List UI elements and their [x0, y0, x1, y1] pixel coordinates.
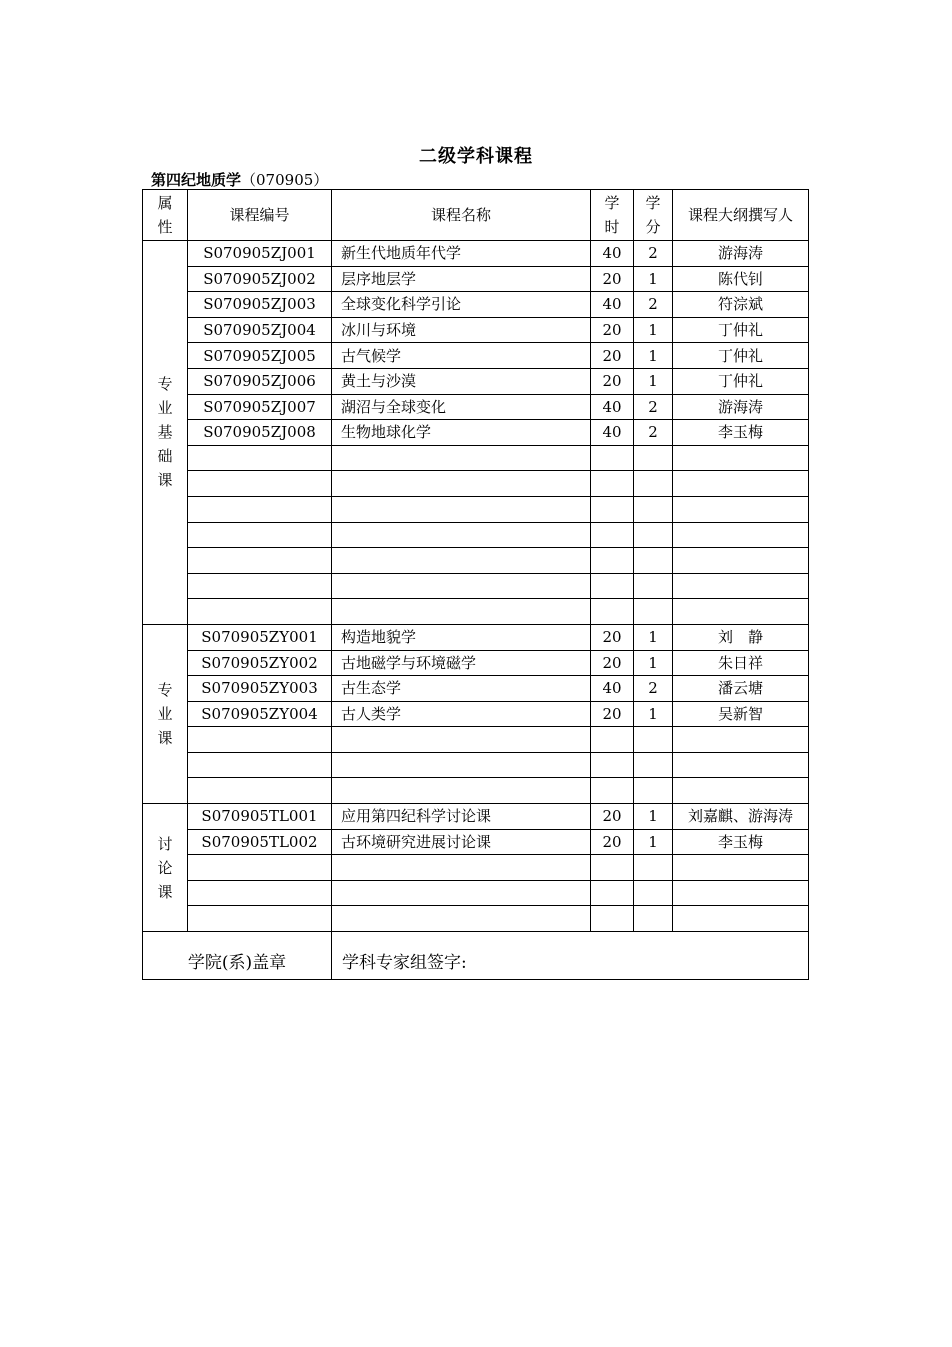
course-code: S070905ZY002 — [188, 650, 332, 676]
table-row — [143, 420, 809, 446]
table-row — [143, 496, 809, 522]
course-code — [188, 548, 332, 574]
course-author: 丁仲礼 — [673, 368, 809, 394]
table-row — [143, 241, 809, 267]
course-hours: 40 — [591, 676, 634, 702]
course-credit: 2 — [634, 394, 673, 420]
course-name: 古人类学 — [332, 701, 591, 727]
subject-heading — [151, 169, 328, 190]
course-code: S070905ZJ007 — [188, 394, 332, 420]
table-row — [143, 471, 809, 497]
course-name — [332, 778, 591, 804]
course-credit: 1 — [634, 317, 673, 343]
course-hours: 20 — [591, 650, 634, 676]
course-credit: 2 — [634, 420, 673, 446]
course-code: S070905ZJ006 — [188, 368, 332, 394]
course-name — [332, 445, 591, 471]
course-name: 生物地球化学 — [332, 420, 591, 446]
course-author — [673, 522, 809, 548]
course-hours: 20 — [591, 343, 634, 369]
course-hours — [591, 778, 634, 804]
course-name: 层序地层学 — [332, 266, 591, 292]
table-row — [143, 548, 809, 574]
course-hours: 40 — [591, 420, 634, 446]
course-hours — [591, 880, 634, 906]
course-credit — [634, 548, 673, 574]
course-author — [673, 880, 809, 906]
table-row — [143, 804, 809, 830]
table-row — [143, 778, 809, 804]
course-credit — [634, 573, 673, 599]
course-author — [673, 727, 809, 753]
course-credit: 1 — [634, 804, 673, 830]
course-code: S070905ZJ001 — [188, 241, 332, 267]
course-author — [673, 445, 809, 471]
course-code: S070905ZJ005 — [188, 343, 332, 369]
course-name: 黄土与沙漠 — [332, 368, 591, 394]
course-hours: 20 — [591, 829, 634, 855]
course-credit — [634, 752, 673, 778]
course-hours — [591, 471, 634, 497]
course-code: S070905TL001 — [188, 804, 332, 830]
course-code — [188, 727, 332, 753]
course-author: 刘 静 — [673, 624, 809, 650]
course-name — [332, 727, 591, 753]
course-author: 丁仲礼 — [673, 343, 809, 369]
header-hours: 学 时 — [591, 190, 634, 241]
course-author: 潘云塘 — [673, 676, 809, 702]
doc-title: 二级学科课程 — [419, 146, 533, 167]
table-header-row — [143, 190, 809, 241]
course-hours: 20 — [591, 624, 634, 650]
table-row — [143, 292, 809, 318]
course-credit: 1 — [634, 701, 673, 727]
header-credit: 学 分 — [634, 190, 673, 241]
course-name — [332, 573, 591, 599]
table-row — [143, 317, 809, 343]
course-credit: 1 — [634, 624, 673, 650]
table-row — [143, 752, 809, 778]
course-hours: 40 — [591, 394, 634, 420]
course-credit — [634, 599, 673, 625]
course-hours — [591, 727, 634, 753]
course-name — [332, 906, 591, 932]
course-author: 游海涛 — [673, 394, 809, 420]
course-author — [673, 573, 809, 599]
sign-cell: 学科专家组签字: — [332, 932, 809, 980]
course-name: 古地磁学与环境磁学 — [332, 650, 591, 676]
course-code: S070905ZJ008 — [188, 420, 332, 446]
course-hours — [591, 548, 634, 574]
course-hours: 20 — [591, 266, 634, 292]
course-code — [188, 906, 332, 932]
course-author — [673, 752, 809, 778]
header-attr: 属 性 — [143, 190, 188, 241]
course-code: S070905ZJ002 — [188, 266, 332, 292]
course-hours: 40 — [591, 292, 634, 318]
course-author — [673, 855, 809, 881]
subject-code: （070905） — [241, 171, 329, 189]
course-hours — [591, 445, 634, 471]
course-hours: 20 — [591, 701, 634, 727]
course-hours: 20 — [591, 368, 634, 394]
table-row — [143, 445, 809, 471]
course-code — [188, 471, 332, 497]
table-row — [143, 522, 809, 548]
course-code: S070905ZY004 — [188, 701, 332, 727]
course-code — [188, 599, 332, 625]
course-credit — [634, 880, 673, 906]
table-row — [143, 624, 809, 650]
course-author: 朱日祥 — [673, 650, 809, 676]
course-hours — [591, 599, 634, 625]
course-name — [332, 496, 591, 522]
course-name: 古生态学 — [332, 676, 591, 702]
signature-row — [143, 932, 809, 980]
course-credit: 1 — [634, 650, 673, 676]
course-hours — [591, 522, 634, 548]
course-credit: 1 — [634, 829, 673, 855]
course-credit — [634, 471, 673, 497]
table-row — [143, 394, 809, 420]
course-author: 游海涛 — [673, 241, 809, 267]
course-name — [332, 880, 591, 906]
course-hours — [591, 573, 634, 599]
header-code: 课程编号 — [188, 190, 332, 241]
course-hours: 20 — [591, 317, 634, 343]
seal-cell: 学院(系)盖章 — [143, 932, 332, 980]
course-name: 应用第四纪科学讨论课 — [332, 804, 591, 830]
course-hours — [591, 752, 634, 778]
table-row — [143, 727, 809, 753]
course-name: 古气候学 — [332, 343, 591, 369]
course-code — [188, 522, 332, 548]
course-author: 李玉梅 — [673, 829, 809, 855]
table-row — [143, 343, 809, 369]
course-name: 全球变化科学引论 — [332, 292, 591, 318]
course-author: 刘嘉麒、游海涛 — [673, 804, 809, 830]
course-code: S070905ZJ004 — [188, 317, 332, 343]
course-credit — [634, 906, 673, 932]
table-row — [143, 599, 809, 625]
course-author: 丁仲礼 — [673, 317, 809, 343]
table-row — [143, 855, 809, 881]
table-row — [143, 676, 809, 702]
section-label: 专 业 基 础 课 — [143, 241, 188, 625]
header-name: 课程名称 — [332, 190, 591, 241]
course-credit — [634, 445, 673, 471]
course-name — [332, 855, 591, 881]
course-author: 符淙斌 — [673, 292, 809, 318]
table-row — [143, 650, 809, 676]
course-name — [332, 548, 591, 574]
course-code: S070905ZY001 — [188, 624, 332, 650]
table-row — [143, 701, 809, 727]
course-code — [188, 855, 332, 881]
course-credit — [634, 522, 673, 548]
course-code — [188, 880, 332, 906]
course-code: S070905ZY003 — [188, 676, 332, 702]
subject-name: 第四纪地质学 — [151, 171, 242, 189]
course-author — [673, 548, 809, 574]
course-table — [142, 189, 809, 980]
header-author: 课程大纲撰写人 — [673, 190, 809, 241]
course-name: 湖沼与全球变化 — [332, 394, 591, 420]
table-row — [143, 829, 809, 855]
course-author — [673, 599, 809, 625]
course-credit: 2 — [634, 292, 673, 318]
course-code — [188, 778, 332, 804]
course-author — [673, 471, 809, 497]
course-credit: 1 — [634, 343, 673, 369]
course-code: S070905ZJ003 — [188, 292, 332, 318]
course-author: 吴新智 — [673, 701, 809, 727]
course-name — [332, 471, 591, 497]
table-row — [143, 573, 809, 599]
course-author — [673, 496, 809, 522]
course-code: S070905TL002 — [188, 829, 332, 855]
section-label: 专 业 课 — [143, 624, 188, 803]
course-hours — [591, 906, 634, 932]
course-name — [332, 522, 591, 548]
course-code — [188, 496, 332, 522]
course-code — [188, 752, 332, 778]
section-label: 讨 论 课 — [143, 804, 188, 932]
course-hours — [591, 855, 634, 881]
course-credit: 2 — [634, 676, 673, 702]
course-name: 冰川与环境 — [332, 317, 591, 343]
table-row — [143, 906, 809, 932]
course-credit — [634, 496, 673, 522]
course-code — [188, 445, 332, 471]
course-credit — [634, 855, 673, 881]
course-name: 构造地貌学 — [332, 624, 591, 650]
course-credit: 1 — [634, 368, 673, 394]
course-author: 李玉梅 — [673, 420, 809, 446]
course-credit — [634, 727, 673, 753]
course-hours: 20 — [591, 804, 634, 830]
course-credit: 1 — [634, 266, 673, 292]
course-hours: 40 — [591, 241, 634, 267]
course-hours — [591, 496, 634, 522]
table-row — [143, 880, 809, 906]
course-author — [673, 906, 809, 932]
table-row — [143, 266, 809, 292]
course-name — [332, 599, 591, 625]
course-author: 陈代钊 — [673, 266, 809, 292]
course-credit: 2 — [634, 241, 673, 267]
course-credit — [634, 778, 673, 804]
course-name — [332, 752, 591, 778]
course-name: 新生代地质年代学 — [332, 241, 591, 267]
course-name: 古环境研究进展讨论课 — [332, 829, 591, 855]
table-row — [143, 368, 809, 394]
course-code — [188, 573, 332, 599]
course-author — [673, 778, 809, 804]
